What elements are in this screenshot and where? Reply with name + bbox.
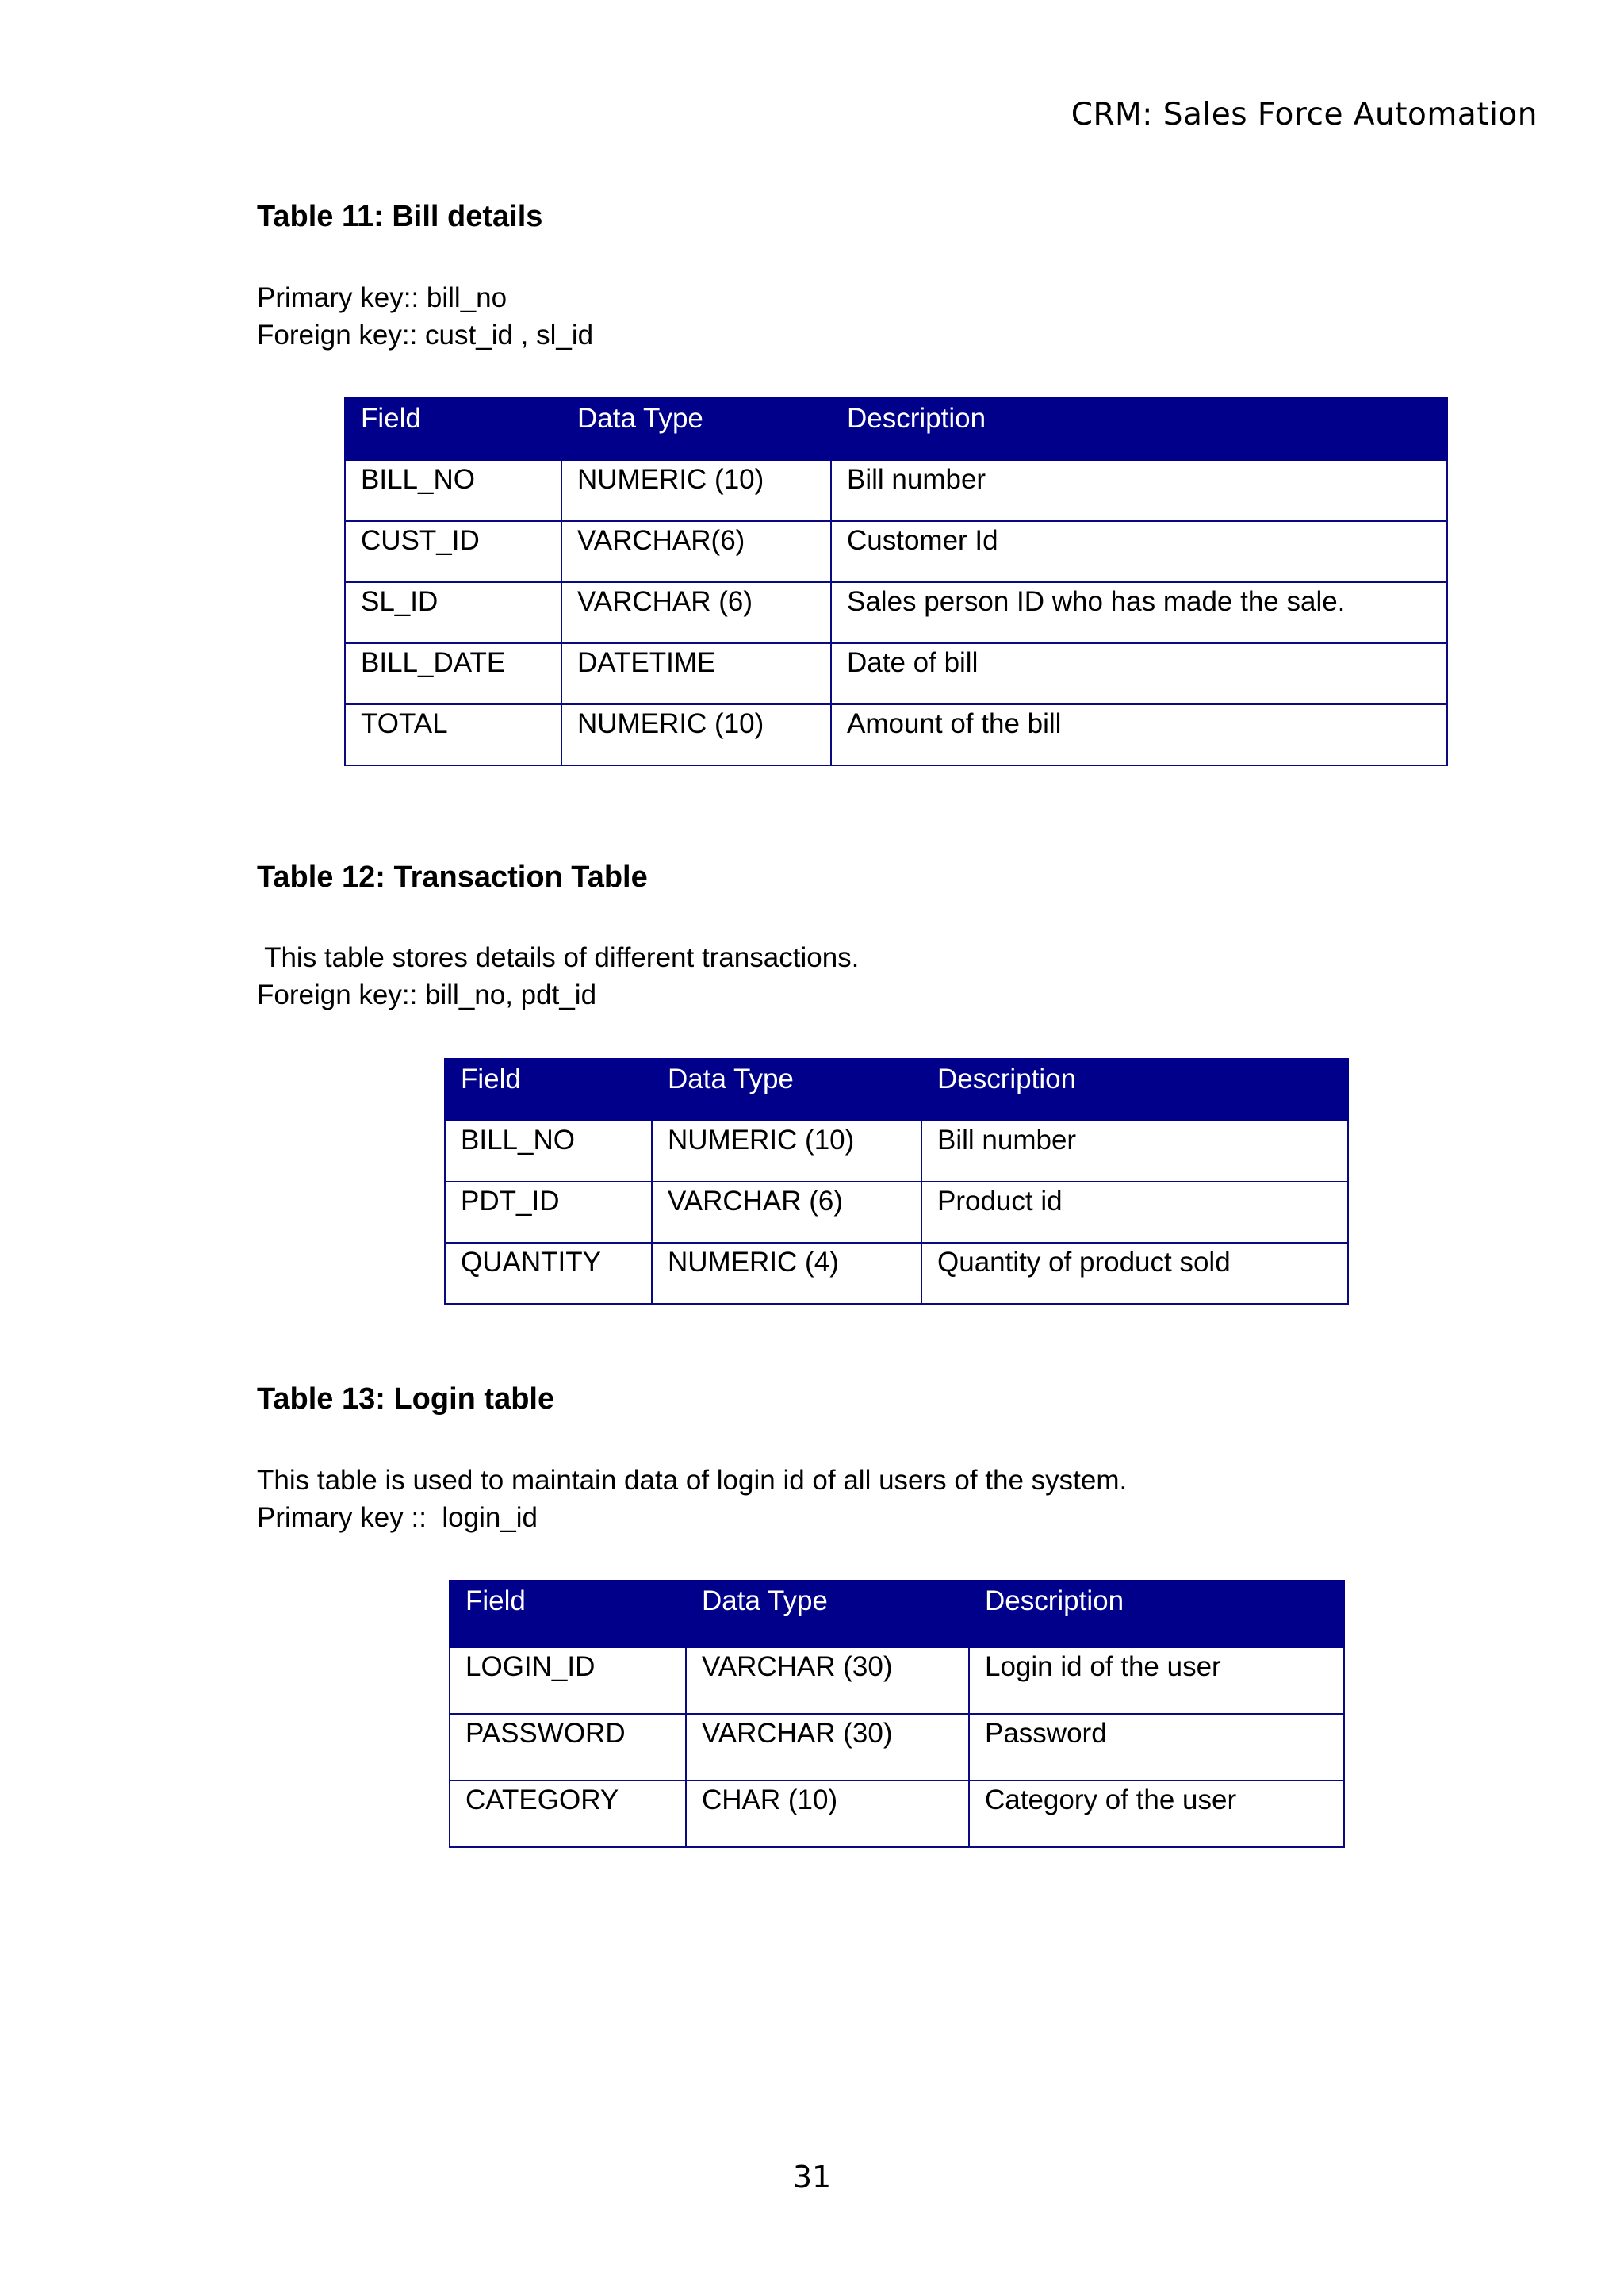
data-type-cell: VARCHAR (30)	[686, 1714, 969, 1780]
column-header: Field	[345, 398, 561, 460]
table-row	[445, 1182, 1348, 1243]
description-line: This table stores details of different transactions.	[257, 942, 860, 973]
field-cell: QUANTITY	[445, 1243, 652, 1304]
table-row	[345, 460, 1447, 521]
description-cell: Bill number	[831, 460, 1447, 521]
section-description	[257, 939, 859, 1014]
column-header: Data Type	[561, 398, 831, 460]
table-row	[450, 1647, 1344, 1714]
field-cell: CUST_ID	[345, 521, 561, 582]
data-type-cell: VARCHAR(6)	[561, 521, 831, 582]
data-type-cell: VARCHAR (6)	[561, 582, 831, 643]
data-type-cell: DATETIME	[561, 643, 831, 704]
field-cell: PDT_ID	[445, 1182, 652, 1243]
column-header: Data Type	[686, 1581, 969, 1647]
field-cell: BILL_NO	[445, 1121, 652, 1182]
data-type-cell: NUMERIC (10)	[561, 704, 831, 765]
column-header: Description	[831, 398, 1447, 460]
table-row	[345, 643, 1447, 704]
table-row	[445, 1243, 1348, 1304]
section-title-transaction-table: Table 12: Transaction Table	[257, 861, 648, 894]
column-header: Field	[445, 1059, 652, 1121]
section-description	[257, 1462, 1127, 1536]
description-cell: Password	[969, 1714, 1344, 1780]
section-description	[257, 279, 593, 354]
column-header: Description	[969, 1581, 1344, 1647]
field-cell: TOTAL	[345, 704, 561, 765]
data-type-cell: CHAR (10)	[686, 1780, 969, 1847]
column-header: Data Type	[652, 1059, 921, 1121]
table-row	[345, 704, 1447, 765]
field-cell: PASSWORD	[450, 1714, 686, 1780]
key-line: Primary key:: bill_no	[257, 282, 508, 313]
transaction-table	[444, 1058, 1349, 1305]
description-cell: Sales person ID who has made the sale.	[831, 582, 1447, 643]
description-cell: Customer Id	[831, 521, 1447, 582]
table-row	[445, 1121, 1348, 1182]
description-line: This table is used to maintain data of login id of all users of the system.	[257, 1465, 1128, 1496]
bill-details-table	[344, 397, 1448, 766]
description-cell: Bill number	[921, 1121, 1348, 1182]
field-cell: BILL_NO	[345, 460, 561, 521]
column-header: Description	[921, 1059, 1348, 1121]
page-number: 31	[792, 2160, 832, 2194]
field-cell: CATEGORY	[450, 1780, 686, 1847]
login-table	[449, 1580, 1345, 1848]
section-title-bill-details: Table 11: Bill details	[257, 200, 543, 233]
key-line: Primary key :: login_id	[257, 1502, 538, 1533]
description-cell: Login id of the user	[969, 1647, 1344, 1714]
table-header-row	[445, 1059, 1348, 1121]
field-cell: BILL_DATE	[345, 643, 561, 704]
description-cell: Product id	[921, 1182, 1348, 1243]
description-cell: Quantity of product sold	[921, 1243, 1348, 1304]
data-type-cell: VARCHAR (30)	[686, 1647, 969, 1714]
field-cell: SL_ID	[345, 582, 561, 643]
table-header-row	[345, 398, 1447, 460]
data-type-cell: NUMERIC (10)	[652, 1121, 921, 1182]
description-cell: Date of bill	[831, 643, 1447, 704]
table-row	[345, 582, 1447, 643]
section-title-login-table: Table 13: Login table	[257, 1382, 555, 1416]
data-type-cell: NUMERIC (4)	[652, 1243, 921, 1304]
field-cell: LOGIN_ID	[450, 1647, 686, 1714]
table-row	[450, 1780, 1344, 1847]
key-line: Foreign key:: cust_id , sl_id	[257, 320, 594, 351]
key-line: Foreign key:: bill_no, pdt_id	[257, 979, 597, 1010]
column-header: Field	[450, 1581, 686, 1647]
table-row	[345, 521, 1447, 582]
description-cell: Amount of the bill	[831, 704, 1447, 765]
data-type-cell: NUMERIC (10)	[561, 460, 831, 521]
description-cell: Category of the user	[969, 1780, 1344, 1847]
table-header-row	[450, 1581, 1344, 1647]
table-row	[450, 1714, 1344, 1780]
running-header: CRM: Sales Force Automation	[1071, 97, 1538, 132]
data-type-cell: VARCHAR (6)	[652, 1182, 921, 1243]
